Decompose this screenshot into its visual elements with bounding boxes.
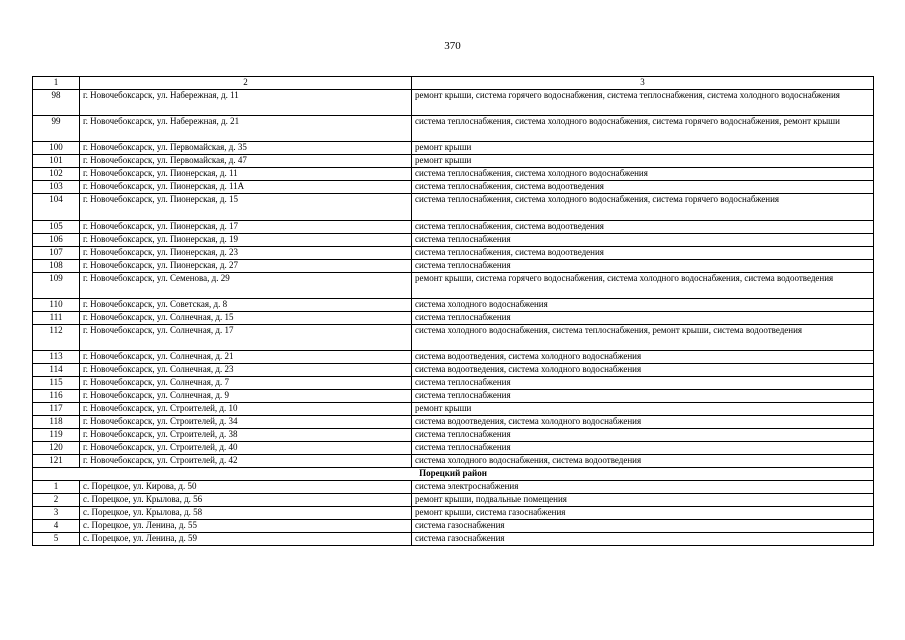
address-cell: г. Новочебоксарск, ул. Пионерская, д. 17	[80, 221, 412, 234]
address-cell: г. Новочебоксарск, ул. Пионерская, д. 23	[80, 247, 412, 260]
address-cell: г. Новочебоксарск, ул. Строителей, д. 42	[80, 455, 412, 468]
row-number-cell: 111	[33, 312, 80, 325]
row-number-cell: 100	[33, 142, 80, 155]
table-row	[33, 390, 874, 403]
row-number-cell: 99	[33, 116, 80, 142]
works-cell: система газоснабжения	[412, 520, 874, 533]
works-cell: ремонт крыши	[412, 155, 874, 168]
address-cell: г. Новочебоксарск, ул. Советская, д. 8	[80, 299, 412, 312]
row-number-cell: 115	[33, 377, 80, 390]
address-cell: с. Порецкое, ул. Крылова, д. 56	[80, 494, 412, 507]
column-header-address: 2	[80, 77, 412, 90]
address-cell: с. Порецкое, ул. Ленина, д. 55	[80, 520, 412, 533]
address-cell: г. Новочебоксарск, ул. Солнечная, д. 17	[80, 325, 412, 351]
address-cell: г. Новочебоксарск, ул. Пионерская, д. 15	[80, 194, 412, 221]
table-row	[33, 260, 874, 273]
works-cell: ремонт крыши	[412, 142, 874, 155]
table-row	[33, 533, 874, 546]
table-row	[33, 403, 874, 416]
row-number-cell: 103	[33, 181, 80, 194]
column-header-number: 1	[33, 77, 80, 90]
works-cell: система теплоснабжения, система водоотведения	[412, 221, 874, 234]
works-cell: система теплоснабжения	[412, 390, 874, 403]
address-cell: г. Новочебоксарск, ул. Пионерская, д. 19	[80, 234, 412, 247]
row-number-cell: 118	[33, 416, 80, 429]
row-number-cell: 110	[33, 299, 80, 312]
table-row	[33, 247, 874, 260]
table-row	[33, 116, 874, 142]
address-cell: г. Новочебоксарск, ул. Набережная, д. 21	[80, 116, 412, 142]
table-row	[33, 481, 874, 494]
table-row	[33, 194, 874, 221]
works-cell: система теплоснабжения, система холодного водоснабжения, система горячего водоснабжения, ремонт крыши	[412, 116, 874, 142]
address-cell: г. Новочебоксарск, ул. Строителей, д. 38	[80, 429, 412, 442]
works-cell: система теплоснабжения	[412, 260, 874, 273]
row-number-cell: 114	[33, 364, 80, 377]
row-number-cell: 117	[33, 403, 80, 416]
address-cell: г. Новочебоксарск, ул. Семенова, д. 29	[80, 273, 412, 299]
works-cell: ремонт крыши, система газоснабжения	[412, 507, 874, 520]
works-cell: система теплоснабжения, система холодного водоснабжения	[412, 168, 874, 181]
table-row	[33, 507, 874, 520]
table-row	[33, 155, 874, 168]
table-row	[33, 494, 874, 507]
section-header-row	[33, 468, 874, 481]
table-row	[33, 442, 874, 455]
address-cell: г. Новочебоксарск, ул. Пионерская, д. 11А	[80, 181, 412, 194]
works-cell: система теплоснабжения	[412, 429, 874, 442]
address-cell: г. Новочебоксарск, ул. Солнечная, д. 9	[80, 390, 412, 403]
works-cell: система теплоснабжения, система холодного водоснабжения, система горячего водоснабжения	[412, 194, 874, 221]
works-cell: ремонт крыши, подвальные помещения	[412, 494, 874, 507]
works-cell: система холодного водоснабжения, система водоотведения	[412, 455, 874, 468]
column-header-works: 3	[412, 77, 874, 90]
address-cell: г. Новочебоксарск, ул. Пионерская, д. 27	[80, 260, 412, 273]
works-cell: система теплоснабжения	[412, 442, 874, 455]
row-number-cell: 105	[33, 221, 80, 234]
table-row	[33, 416, 874, 429]
address-cell: г. Новочебоксарск, ул. Пионерская, д. 11	[80, 168, 412, 181]
table-row	[33, 364, 874, 377]
row-number-cell: 113	[33, 351, 80, 364]
page-number: 370	[444, 40, 461, 52]
row-number-cell: 101	[33, 155, 80, 168]
row-number-cell: 1	[33, 481, 80, 494]
address-cell: г. Новочебоксарск, ул. Солнечная, д. 21	[80, 351, 412, 364]
row-number-cell: 4	[33, 520, 80, 533]
address-cell: г. Новочебоксарск, ул. Первомайская, д. 47	[80, 155, 412, 168]
works-cell: система теплоснабжения	[412, 312, 874, 325]
row-number-cell: 112	[33, 325, 80, 351]
address-cell: с. Порецкое, ул. Кирова, д. 50	[80, 481, 412, 494]
table-row	[33, 351, 874, 364]
table-row	[33, 90, 874, 116]
table-row	[33, 221, 874, 234]
table-row	[33, 299, 874, 312]
section-title: Порецкий район	[33, 468, 874, 481]
table-header-row	[33, 77, 874, 90]
works-cell: система холодного водоснабжения	[412, 299, 874, 312]
address-cell: г. Новочебоксарск, ул. Строителей, д. 10	[80, 403, 412, 416]
table-row	[33, 181, 874, 194]
table-row	[33, 142, 874, 155]
table-row	[33, 325, 874, 351]
row-number-cell: 3	[33, 507, 80, 520]
row-number-cell: 108	[33, 260, 80, 273]
works-cell: система электроснабжения	[412, 481, 874, 494]
table-row	[33, 429, 874, 442]
works-cell: система холодного водоснабжения, система теплоснабжения, ремонт крыши, система водоотведения	[412, 325, 874, 351]
works-cell: ремонт крыши	[412, 403, 874, 416]
row-number-cell: 116	[33, 390, 80, 403]
row-number-cell: 106	[33, 234, 80, 247]
document-table	[32, 76, 874, 546]
row-number-cell: 102	[33, 168, 80, 181]
works-cell: ремонт крыши, система горячего водоснабжения, система холодного водоснабжения, система водоотведения	[412, 273, 874, 299]
address-cell: г. Новочебоксарск, ул. Солнечная, д. 7	[80, 377, 412, 390]
works-cell: система теплоснабжения	[412, 234, 874, 247]
row-number-cell: 5	[33, 533, 80, 546]
table-row	[33, 455, 874, 468]
row-number-cell: 98	[33, 90, 80, 116]
address-cell: г. Новочебоксарск, ул. Строителей, д. 40	[80, 442, 412, 455]
table-row	[33, 234, 874, 247]
row-number-cell: 107	[33, 247, 80, 260]
works-cell: система теплоснабжения	[412, 377, 874, 390]
table-row	[33, 273, 874, 299]
address-cell: г. Новочебоксарск, ул. Первомайская, д. 35	[80, 142, 412, 155]
works-cell: ремонт крыши, система горячего водоснабжения, система теплоснабжения, система холодного водоснабжения	[412, 90, 874, 116]
address-cell: г. Новочебоксарск, ул. Набережная, д. 11	[80, 90, 412, 116]
row-number-cell: 120	[33, 442, 80, 455]
works-cell: система водоотведения, система холодного водоснабжения	[412, 364, 874, 377]
table-row	[33, 168, 874, 181]
row-number-cell: 119	[33, 429, 80, 442]
address-cell: с. Порецкое, ул. Крылова, д. 58	[80, 507, 412, 520]
table-row	[33, 520, 874, 533]
row-number-cell: 109	[33, 273, 80, 299]
works-cell: система теплоснабжения, система водоотведения	[412, 247, 874, 260]
table-row	[33, 312, 874, 325]
address-cell: г. Новочебоксарск, ул. Солнечная, д. 15	[80, 312, 412, 325]
address-cell: г. Новочебоксарск, ул. Строителей, д. 34	[80, 416, 412, 429]
works-cell: система газоснабжения	[412, 533, 874, 546]
works-cell: система теплоснабжения, система водоотведения	[412, 181, 874, 194]
table-row	[33, 377, 874, 390]
works-cell: система водоотведения, система холодного водоснабжения	[412, 416, 874, 429]
address-cell: г. Новочебоксарск, ул. Солнечная, д. 23	[80, 364, 412, 377]
row-number-cell: 2	[33, 494, 80, 507]
works-cell: система водоотведения, система холодного водоснабжения	[412, 351, 874, 364]
row-number-cell: 104	[33, 194, 80, 221]
address-cell: с. Порецкое, ул. Ленина, д. 59	[80, 533, 412, 546]
row-number-cell: 121	[33, 455, 80, 468]
